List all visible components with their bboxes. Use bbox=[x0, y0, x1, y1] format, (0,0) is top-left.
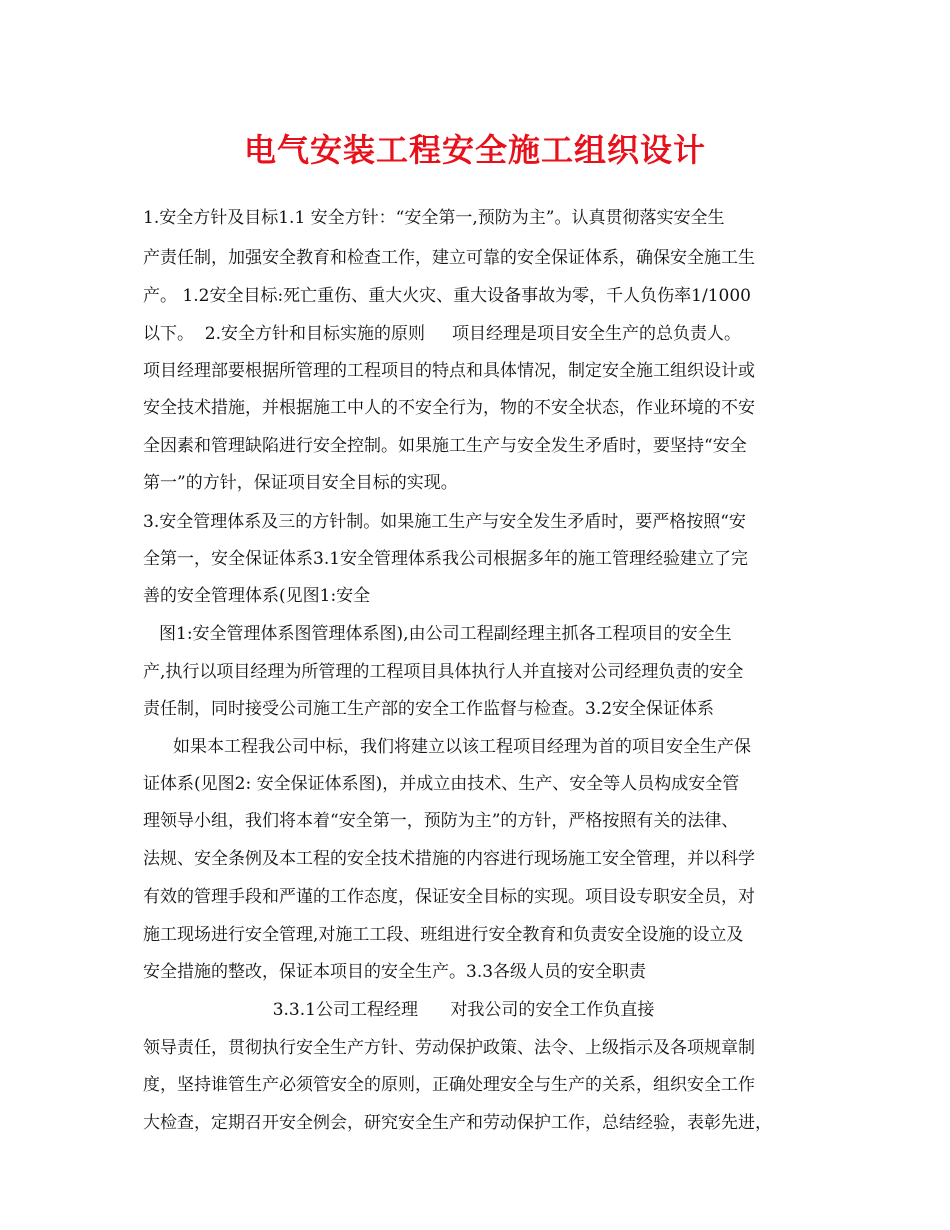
body-text-line: 理领导小组，我们将本着“安全第一，预防为主”的方针，严格按照有关的法律、 bbox=[143, 811, 739, 831]
body-text-line: 安全措施的整改，保证本项目的安全生产。3.3各级人员的安全职责 bbox=[143, 962, 647, 982]
body-text-line: 度，坚持谁管生产必须管安全的原则，正确处理安全与生产的关系，组织安全工作 bbox=[143, 1075, 755, 1095]
body-text-line: 责任制，同时接受公司施工生产部的安全工作监督与检查。3.2安全保证体系 bbox=[143, 699, 715, 719]
body-text-line: 全因素和管理缺陷进行安全控制。如果施工生产与安全发生矛盾时，要坚持“安全 bbox=[143, 436, 747, 456]
body-text-line: 产责任制，加强安全教育和检查工作，建立可靠的安全保证体系，确保安全施工生 bbox=[143, 248, 755, 268]
body-text-line: 产,执行以项目经理为所管理的工程项目具体执行人并直接对公司经理负责的安全 bbox=[143, 662, 744, 682]
body-text-line: 3.3.1公司工程经理 对我公司的安全工作负直接 bbox=[143, 1000, 655, 1020]
body-text-line: 善的安全管理体系(见图1:安全 bbox=[143, 586, 371, 606]
body-text-line: 项目经理部要根据所管理的工程项目的特点和具体情况，制定安全施工组织设计或 bbox=[143, 361, 755, 381]
document-title: 电气安装工程安全施工组织设计 bbox=[243, 131, 706, 169]
body-text-line: 全第一，安全保证体系3.1安全管理体系我公司根据多年的施工管理经验建立了完 bbox=[143, 549, 749, 569]
body-text-line: 如果本工程我公司中标，我们将建立以该工程项目经理为首的项目安全生产保 bbox=[173, 737, 751, 757]
body-text-line: 第一”的方针，保证项目安全目标的实现。 bbox=[143, 473, 458, 493]
body-text-line: 大检查，定期召开安全例会，研究安全生产和劳动保护工作，总结经验，表彰先进， bbox=[143, 1113, 772, 1133]
body-text-line: 安全技术措施，并根据施工中人的不安全行为，物的不安全状态，作业环境的不安 bbox=[143, 398, 755, 418]
body-text-line: 3.安全管理体系及三的方针制。如果施工生产与安全发生矛盾时，要严格按照“安 bbox=[143, 512, 746, 532]
body-text-line: 有效的管理手段和严谨的工作态度，保证安全目标的实现。项目设专职安全员，对 bbox=[143, 887, 755, 907]
body-text-line: 图1:安全管理体系图管理体系图),由公司工程副经理主抓各工程项目的安全生 bbox=[159, 624, 732, 644]
body-text-line: 证体系(见图2: 安全保证体系图)，并成立由技术、生产、安全等人员构成安全管 bbox=[143, 774, 740, 794]
body-text-line: 产。 1.2安全目标:死亡重伤、重大火灾、重大设备事故为零，千人负伤率1/1000 bbox=[143, 286, 751, 306]
body-text-line: 领导责任，贯彻执行安全生产方针、劳动保护政策、法令、上级指示及各项规章制 bbox=[143, 1038, 755, 1058]
body-text-line: 施工现场进行安全管理,对施工工段、班组进行安全教育和负责安全设施的设立及 bbox=[143, 925, 744, 945]
body-text-line: 1.安全方针及目标1.1 安全方针：“安全第一,预防为主”。认真贯彻落实安全生 bbox=[143, 208, 725, 228]
body-text-line: 法规、安全条例及本工程的安全技术措施的内容进行现场施工安全管理，并以科学 bbox=[143, 849, 755, 869]
body-text-line: 以下。 2.安全方针和目标实施的原则 项目经理是项目安全生产的总负责人。 bbox=[143, 324, 742, 344]
